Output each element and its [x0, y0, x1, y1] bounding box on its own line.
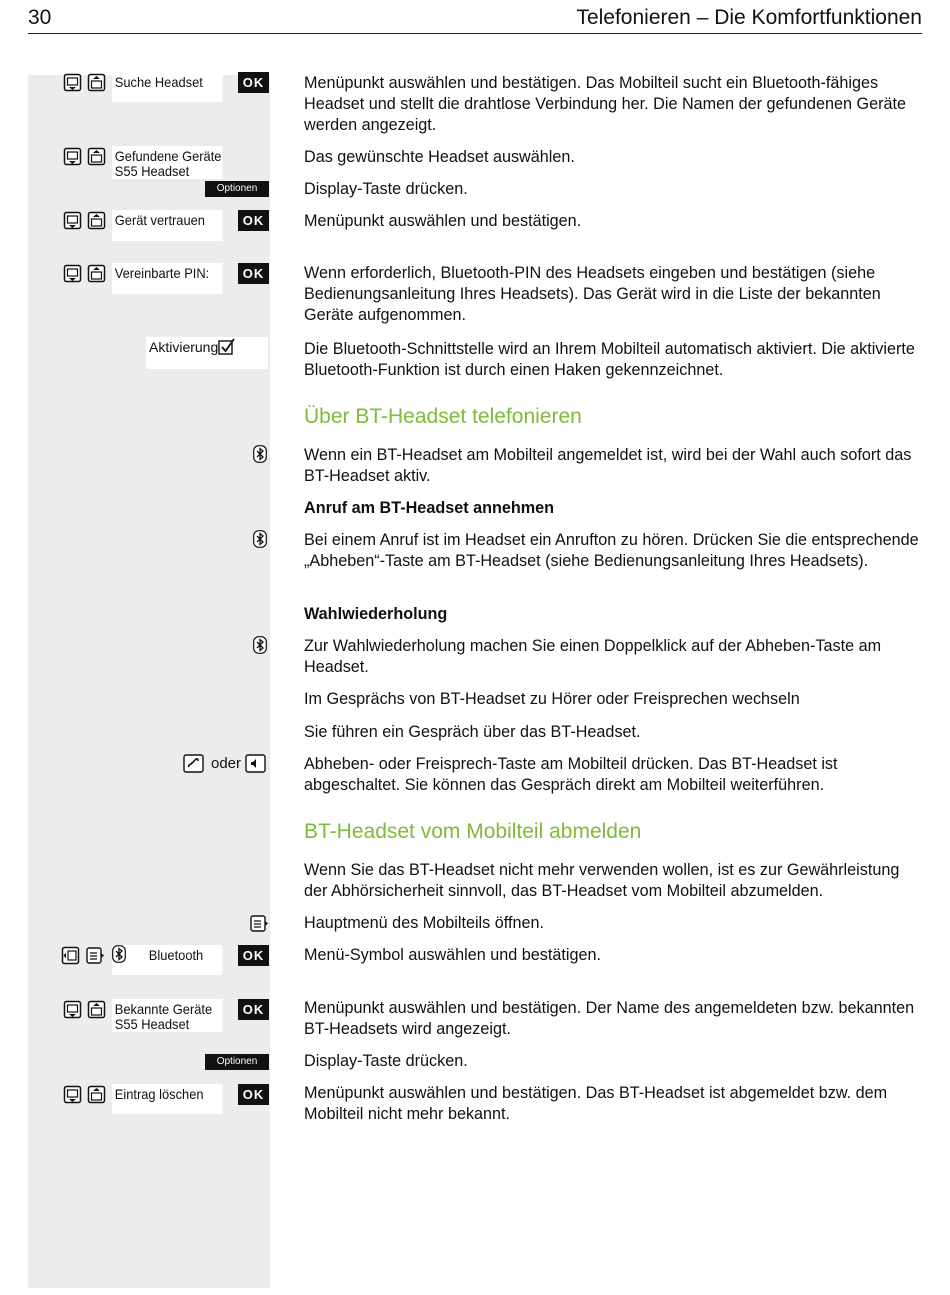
ok-button[interactable]: OK — [238, 210, 269, 231]
down-key-icon — [63, 147, 82, 166]
paragraph: Menüpunkt auswählen und bestätigen. Das BT-Headset ist abgemeldet bzw. dem Mobilteil nicht mehr bekannt. — [304, 1084, 888, 1123]
display-aktivierung: Aktivierung — [146, 337, 268, 369]
display-bekannte-geraete: Bekannte Geräte S55 Headset — [112, 999, 222, 1032]
paragraph: Zur Wahlwiederholung machen Sie einen Doppelklick auf der Abheben-Taste am Headset. — [304, 637, 882, 676]
paragraph: Bei einem Anruf ist im Headset ein Anrufton zu hören. Drücken Sie die entsprechende „Abheben“-Taste am BT-Headset (siehe Bedienungsanleitung Ihres Headsets). — [304, 531, 919, 570]
paragraph: Wenn Sie das BT-Headset nicht mehr verwenden wollen, ist es zur Gewährleistung der Abhörsicherheit sinnvoll, das BT-Headset vom Mobilteil abzumelden. — [304, 861, 900, 900]
display-bluetooth: Bluetooth — [112, 945, 222, 975]
paragraph: Menüpunkt auswählen und bestätigen. Der Name des angemeldeten bzw. bekannten BT-Headsets wird angezeigt. — [304, 999, 915, 1038]
menu-key-icon — [250, 914, 269, 933]
ok-button[interactable]: OK — [238, 1084, 269, 1105]
bluetooth-icon — [253, 530, 267, 548]
up-key-icon — [87, 1085, 106, 1104]
ok-button[interactable]: OK — [238, 999, 269, 1020]
paragraph: Display-Taste drücken. — [304, 1052, 468, 1070]
up-key-icon — [87, 211, 106, 230]
paragraph: Menüpunkt auswählen und bestätigen. — [304, 212, 582, 230]
display-geraet-vertrauen: Gerät vertrauen — [112, 210, 222, 241]
ok-button[interactable]: OK — [238, 945, 269, 966]
checkbox-icon — [218, 338, 236, 356]
up-key-icon — [87, 73, 106, 92]
down-key-icon — [63, 211, 82, 230]
menu-key-icon — [86, 946, 105, 965]
paragraph: Sie führen ein Gespräch über das BT-Headset. — [304, 723, 641, 741]
display-gefundene-geraete: Gefundene Geräte S55 Headset — [112, 146, 222, 179]
bluetooth-icon — [112, 945, 126, 963]
call-key-icon — [183, 754, 202, 773]
page-header — [28, 6, 922, 34]
left-key-icon — [61, 946, 80, 965]
paragraph: Menü-Symbol auswählen und bestätigen. — [304, 946, 601, 964]
optionen-softkey[interactable]: Optionen — [205, 1054, 269, 1070]
page-number: 30 — [28, 6, 52, 29]
up-key-icon — [87, 1000, 106, 1019]
section-heading: BT-Headset vom Mobilteil abmelden — [304, 820, 642, 843]
up-key-icon — [87, 264, 106, 283]
display-suche-headset: Suche Headset — [112, 72, 222, 102]
paragraph: Hauptmenü des Mobilteils öffnen. — [304, 914, 544, 932]
paragraph: Das gewünschte Headset auswählen. — [304, 148, 575, 166]
paragraph: Display-Taste drücken. — [304, 180, 468, 198]
display-vereinbarte-pin: Vereinbarte PIN: — [112, 263, 222, 294]
speaker-key-icon — [245, 754, 264, 773]
oder-label: oder — [211, 755, 242, 772]
section-heading: Über BT-Headset telefonieren — [304, 405, 582, 428]
display-eintrag-loeschen: Eintrag löschen — [112, 1084, 222, 1114]
paragraph: Wenn erforderlich, Bluetooth-PIN des Headsets eingeben und bestätigen (siehe Bedienungsanleitung Ihres Headsets). Das Gerät wird in die Liste der bekannten Geräte aufgenommen. — [304, 264, 881, 324]
optionen-softkey[interactable]: Optionen — [205, 181, 269, 197]
down-key-icon — [63, 264, 82, 283]
subheading: Anruf am BT-Headset annehmen — [304, 499, 555, 517]
up-key-icon — [87, 147, 106, 166]
bluetooth-icon — [253, 636, 267, 654]
page-title: Telefonieren – Die Komfortfunktionen — [576, 6, 922, 29]
paragraph: Im Gesprächs von BT-Headset zu Hörer oder Freisprechen wechseln — [304, 690, 800, 708]
paragraph: Die Bluetooth-Schnittstelle wird an Ihrem Mobilteil automatisch aktiviert. Die aktivierte Bluetooth-Funktion ist durch einen Haken gekennzeichnet. — [304, 340, 915, 379]
paragraph: Wenn ein BT-Headset am Mobilteil angemeldet ist, wird bei der Wahl auch sofort das BT-Headset aktiv. — [304, 446, 912, 485]
ok-button[interactable]: OK — [238, 263, 269, 284]
down-key-icon — [63, 1085, 82, 1104]
paragraph: Menüpunkt auswählen und bestätigen. Das Mobilteil sucht ein Bluetooth-fähiges Headset und stellt die drahtlose Verbindung her. Die Namen der gefundenen Geräte werden angezeigt. — [304, 74, 907, 134]
down-key-icon — [63, 73, 82, 92]
bluetooth-icon — [253, 445, 267, 463]
down-key-icon — [63, 1000, 82, 1019]
paragraph: Abheben- oder Freisprech-Taste am Mobilteil drücken. Das BT-Headset ist abgeschaltet. Sie können das Gespräch direkt am Mobilteil weiterführen. — [304, 755, 838, 794]
subheading: Wahlwiederholung — [304, 605, 448, 623]
ok-button[interactable]: OK — [238, 72, 269, 93]
